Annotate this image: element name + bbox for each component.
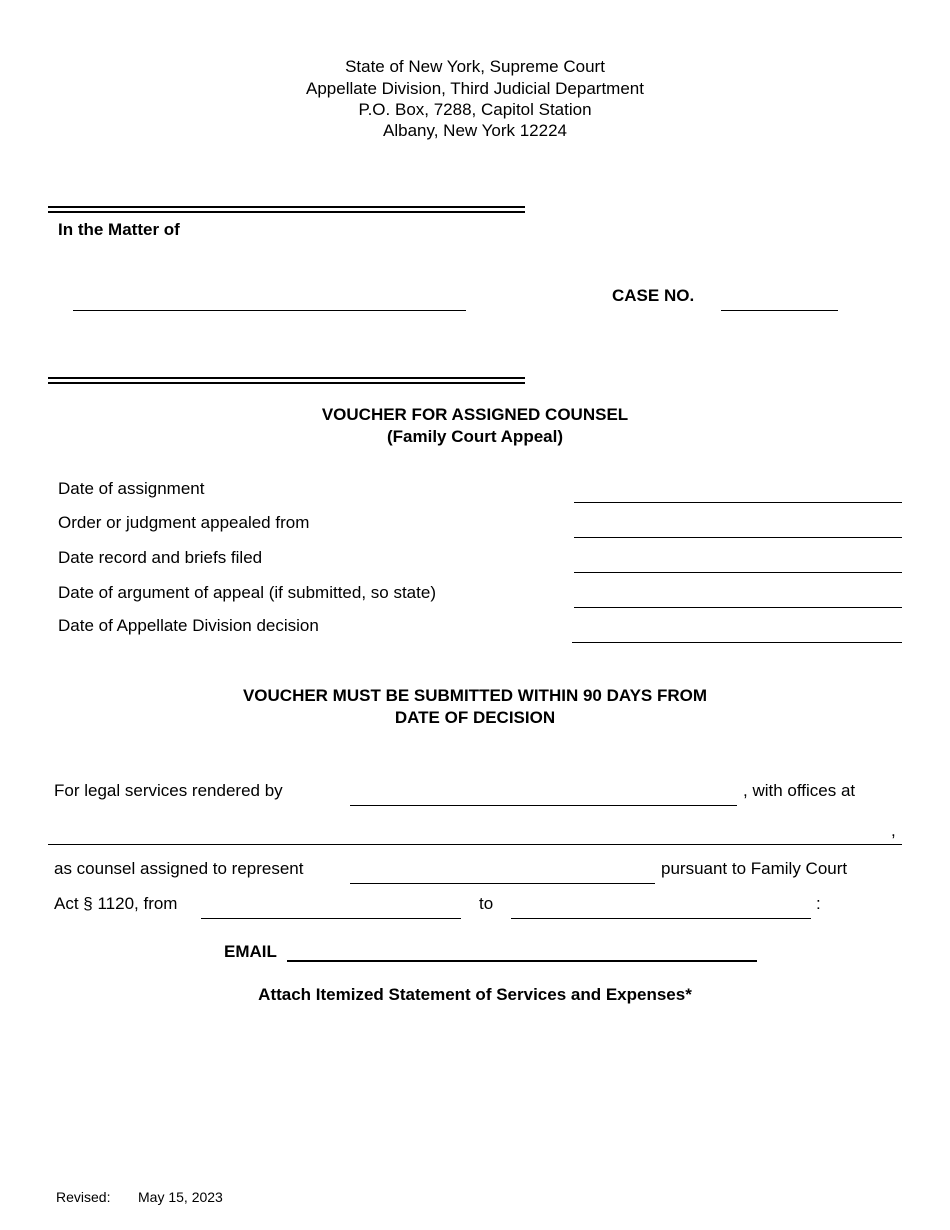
decision-date-label: Date of Appellate Division decision: [58, 616, 319, 635]
pursuant-label: pursuant to Family Court: [661, 859, 848, 878]
court-city: Albany, New York 12224: [383, 121, 567, 140]
caption-top-rule: [48, 206, 525, 213]
matter-label: In the Matter of: [58, 220, 180, 239]
argument-date-field[interactable]: [574, 607, 902, 608]
caption-bottom-rule: [48, 377, 525, 384]
voucher-subtitle: (Family Court Appeal): [387, 427, 563, 446]
office-address-field[interactable]: [48, 844, 902, 845]
case-no-field[interactable]: [721, 310, 838, 311]
court-name: State of New York, Supreme Court: [345, 57, 605, 76]
client-name-field[interactable]: [350, 883, 655, 884]
to-date-field[interactable]: [511, 918, 811, 919]
offices-label: , with offices at: [743, 781, 856, 800]
argument-date-label: Date of argument of appeal (if submitted, so state): [58, 583, 436, 602]
attach-note: Attach Itemized Statement of Services and Expenses*: [258, 985, 692, 1004]
to-label: to: [479, 894, 494, 913]
order-appealed-label: Order or judgment appealed from: [58, 513, 310, 532]
date-assignment-field[interactable]: [574, 502, 902, 503]
revised-label: Revised:: [56, 1189, 111, 1205]
rendered-by-label: For legal services rendered by: [54, 781, 283, 800]
date-assignment-label: Date of assignment: [58, 479, 205, 498]
attorney-name-field[interactable]: [350, 805, 737, 806]
address-comma: ,: [891, 821, 896, 840]
record-filed-label: Date record and briefs filed: [58, 548, 263, 567]
from-date-field[interactable]: [201, 918, 461, 919]
email-label: EMAIL: [224, 942, 277, 961]
submission-notice: VOUCHER MUST BE SUBMITTED WITHIN 90 DAYS FROM: [242, 686, 708, 705]
record-filed-field[interactable]: [574, 572, 902, 573]
revised-date: May 15, 2023: [138, 1189, 223, 1205]
colon: :: [816, 894, 821, 913]
voucher-title: VOUCHER FOR ASSIGNED COUNSEL: [321, 405, 629, 424]
court-division: Appellate Division, Third Judicial Department: [306, 79, 644, 98]
decision-date-field[interactable]: [572, 642, 902, 643]
order-appealed-field[interactable]: [574, 537, 902, 538]
submission-notice-line2: DATE OF DECISION: [394, 708, 556, 727]
court-po-box: P.O. Box, 7288, Capitol Station: [358, 100, 592, 119]
matter-field[interactable]: [73, 310, 466, 311]
case-no-label: CASE NO.: [612, 286, 695, 305]
act-from-label: Act § 1120, from: [54, 894, 178, 913]
represent-label: as counsel assigned to represent: [54, 859, 304, 878]
email-field[interactable]: [287, 960, 757, 962]
